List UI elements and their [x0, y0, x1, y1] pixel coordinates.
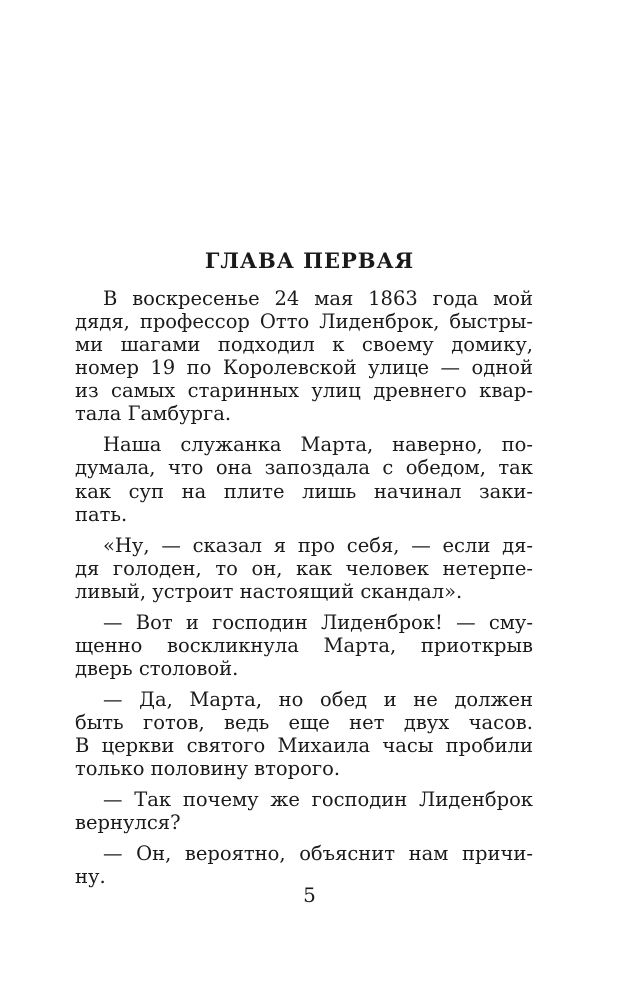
chapter-title: ГЛАВА ПЕРВАЯ — [204, 248, 415, 273]
page-number: 5 — [303, 883, 316, 907]
text-line: — Вот и господин Лиденброк! — сму- — [103, 610, 533, 634]
text-line: дядя, профессор Отто Лиденброк, быстры- — [75, 310, 533, 334]
paragraph — [75, 287, 533, 426]
text-line: только половину второго. — [75, 756, 341, 780]
text-line: — Да, Марта, но обед и не должен — [103, 687, 533, 711]
text-line: — Так почему же господин Лиденброк — [103, 787, 533, 811]
text-line: «Ну, — сказал я про себя, — если дя- — [103, 533, 533, 557]
text-line: вернулся? — [75, 810, 181, 834]
paragraph — [75, 433, 533, 525]
paragraph — [75, 842, 533, 888]
paragraph — [75, 534, 533, 603]
paragraph — [75, 788, 533, 834]
text-line: быть готов, ведь еще нет двух часов. — [75, 710, 533, 734]
text-line: В воскресенье 24 мая 1863 года мой — [103, 287, 533, 310]
text-line: щенно воскликнула Марта, приоткрыв — [75, 633, 533, 657]
text-line: Наша служанка Марта, наверно, по- — [103, 433, 533, 457]
text-line: тала Гамбурга. — [75, 402, 232, 426]
body-text — [75, 287, 533, 888]
text-line: ливый, устроит настоящий скандал». — [75, 579, 463, 603]
text-line: номер 19 по Королевской улице — одной — [75, 356, 533, 380]
text-line: думала, что она запоздала с обедом, так — [75, 456, 533, 480]
text-line: ми шагами подходил к своему домику, — [75, 333, 533, 357]
text-line: пать. — [75, 502, 128, 526]
text-line: дя голоден, то он, как человек нетерпе- — [75, 556, 533, 580]
paragraph — [75, 611, 533, 680]
paragraph — [75, 688, 533, 780]
text-line: дверь столовой. — [75, 656, 239, 680]
text-line: В церкви святого Михаила часы пробили — [75, 733, 533, 757]
text-line: как суп на плите лишь начинал заки- — [75, 479, 533, 503]
text-line: из самых старинных улиц древнего квар- — [75, 379, 533, 403]
text-line: — Он, вероятно, объяснит нам причи- — [103, 841, 533, 865]
text-line: ну. — [75, 864, 106, 888]
